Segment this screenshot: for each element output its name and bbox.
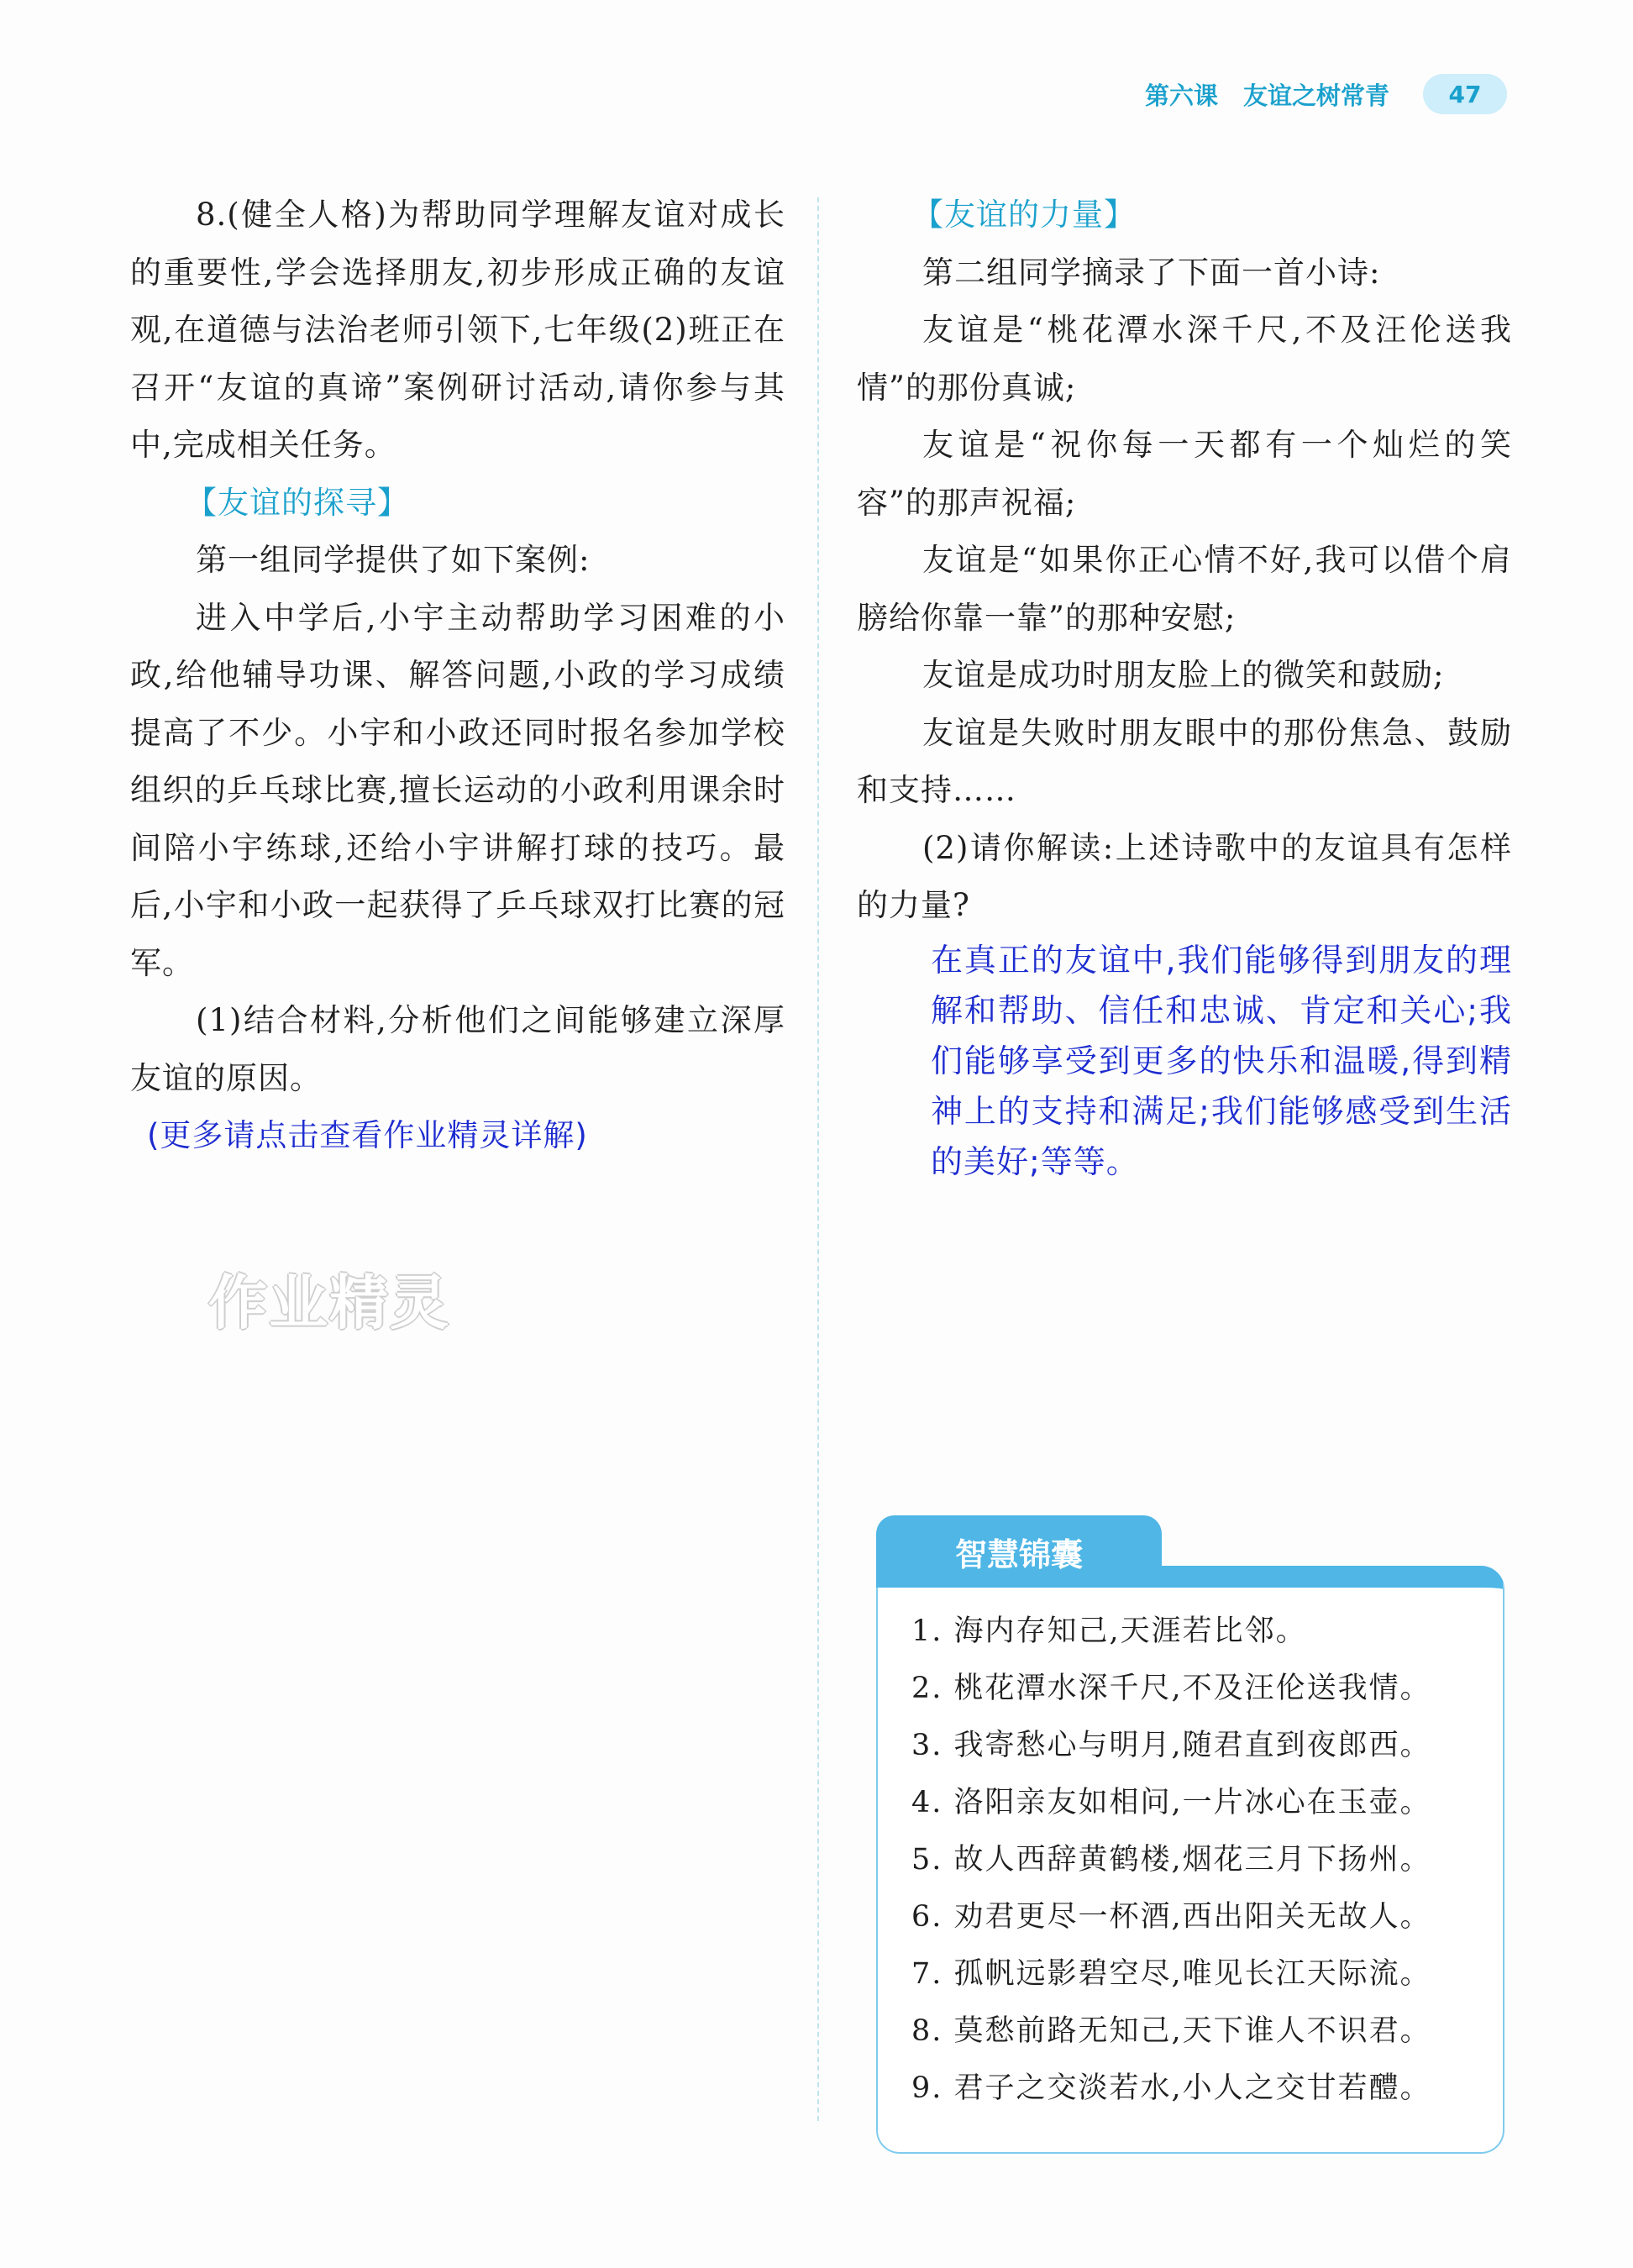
tip-item: 4. 洛阳亲友如相问,一片冰心在玉壶。: [911, 1786, 1431, 1819]
lesson-label: 第六课: [1144, 81, 1218, 110]
section-heading-power: 【友谊的力量】: [912, 197, 1136, 233]
column-divider: [817, 197, 819, 2121]
page-number: 47: [1423, 74, 1507, 114]
answer-text: 在真正的友谊中,我们能够得到朋友的理解和帮助、信任和忠诚、肯定和关心;我们能够享受到更多的快乐和温暖,得到精神上的支持和满足;我们能够感受到生活的美好;等等。: [931, 941, 1512, 1180]
tip-item: 6. 劝君更尽一杯酒,西出阳关无故人。: [911, 1900, 1431, 1934]
poem-line: 友谊是“桃花潭水深千尺,不及汪伦送我情”的那份真诚;: [857, 312, 1512, 406]
question-1: (1)结合材料,分析他们之间能够建立深厚友谊的原因。: [130, 1002, 785, 1096]
section-heading-exploration: 【友谊的探寻】: [186, 484, 409, 521]
case-text: 进入中学后,小宇主动帮助学习困难的小政,给他辅导功课、解答问题,小政的学习成绩提高了不少。小宇和小政还同时报名参加学校组织的乒乓球比赛,擅长运动的小政利用课余时间陪小宇练球,还给小宇讲解打球的技巧。最后,小宇和小政一起获得了乒乓球双打比赛的冠军。: [130, 599, 785, 981]
tip-item: 9. 君子之交淡若水,小人之交甘若醴。: [911, 2071, 1431, 2105]
tips-box: [876, 1566, 1504, 2154]
watermark-logo: 作业精灵: [208, 1268, 450, 1337]
question-2: (2)请你解读:上述诗歌中的友谊具有怎样的力量?: [857, 829, 1512, 923]
tip-item: 8. 莫愁前路无知己,天下谁人不识君。: [911, 2014, 1431, 2048]
tip-item: 2. 桃花潭水深千尺,不及汪伦送我情。: [911, 1672, 1431, 1705]
page-header: [1145, 74, 1507, 114]
poem-line: 友谊是“祝你每一天都有一个灿烂的笑容”的那声祝福;: [857, 427, 1512, 521]
tip-item: 5. 故人西辞黄鹤楼,烟花三月下扬州。: [911, 1843, 1431, 1877]
poem-line: 友谊是失败时朋友眼中的那份焦急、鼓励和支持……: [857, 714, 1512, 808]
question-intro: 8.(健全人格)为帮助同学理解友谊对成长的重要性,学会选择朋友,初步形成正确的友谊观,在道德与法治老师引领下,七年级(2)班正在召开“友谊的真谛”案例研讨活动,请你参与其中,完成相关任务。: [130, 197, 785, 463]
left-column: [130, 186, 785, 1165]
poem-line: 友谊是成功时朋友脸上的微笑和鼓励;: [922, 657, 1445, 693]
poem-line: 友谊是“如果你正心情不好,我可以借个肩膀给你靠一靠”的那种安慰;: [857, 542, 1512, 636]
tip-item: 3. 我寄愁心与明月,随君直到夜郎西。: [911, 1729, 1431, 1762]
right-column: [857, 186, 1512, 1187]
more-details-link[interactable]: (更多请点击查看作业精灵详解): [147, 1117, 588, 1153]
tip-item: 7. 孤帆远影碧空尽,唯见长江天际流。: [911, 1957, 1431, 1991]
tips-list: [878, 1588, 1503, 2117]
tips-title: 智慧锦囊: [876, 1515, 1162, 1588]
tip-item: 1. 海内存知己,天涯若比邻。: [911, 1614, 1307, 1648]
group1-intro: 第一组同学提供了如下案例:: [196, 542, 591, 578]
group2-intro: 第二组同学摘录了下面一首小诗:: [922, 254, 1381, 291]
lesson-topic: 友谊之树常青: [1242, 81, 1389, 110]
